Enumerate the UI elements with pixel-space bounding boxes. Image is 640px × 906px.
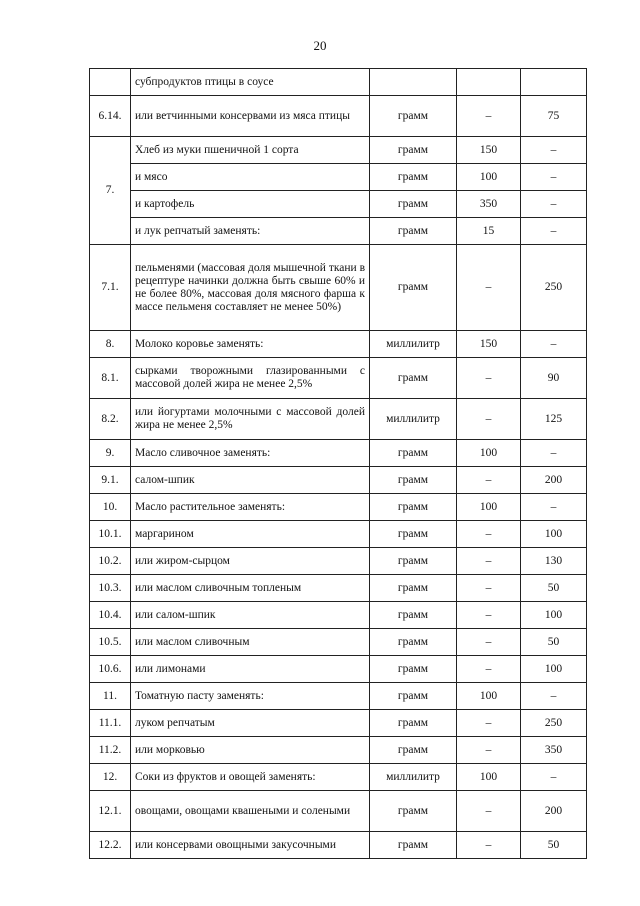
quantity-cell: 150 <box>457 137 521 164</box>
row-number <box>90 69 131 96</box>
product-name: Масло растительное заменять: <box>131 494 370 521</box>
product-name: или жиром-сырцом <box>131 548 370 575</box>
product-name: или консервами овощными закусочными <box>131 832 370 859</box>
table-row <box>90 191 587 218</box>
quantity-cell: – <box>457 399 521 440</box>
row-number: 10.4. <box>90 602 131 629</box>
quantity-cell: – <box>457 710 521 737</box>
replacement-quantity-cell: 100 <box>521 521 587 548</box>
table-row <box>90 575 587 602</box>
table-row <box>90 737 587 764</box>
table-row <box>90 440 587 467</box>
product-name: Масло сливочное заменять: <box>131 440 370 467</box>
replacement-quantity-cell: – <box>521 191 587 218</box>
unit-cell: грамм <box>370 164 457 191</box>
row-number: 9.1. <box>90 467 131 494</box>
quantity-cell: 100 <box>457 440 521 467</box>
row-number: 11.2. <box>90 737 131 764</box>
table-row <box>90 494 587 521</box>
replacement-quantity-cell: 100 <box>521 656 587 683</box>
unit-cell: грамм <box>370 245 457 331</box>
row-number: 10.5. <box>90 629 131 656</box>
product-name: пельменями (массовая доля мышечной ткани в рецептуре начинки должна быть свыше 60% и не более 80%, массовая доля мясного фарша к массе пельменя составляет не менее 50%) <box>131 245 370 331</box>
quantity-cell: 100 <box>457 764 521 791</box>
product-name: или маслом сливочным топленым <box>131 575 370 602</box>
unit-cell: грамм <box>370 358 457 399</box>
table-row <box>90 137 587 164</box>
replacement-quantity-cell: 200 <box>521 467 587 494</box>
product-name: или лимонами <box>131 656 370 683</box>
unit-cell: грамм <box>370 440 457 467</box>
unit-cell <box>370 69 457 96</box>
product-name: овощами, овощами квашеными и солеными <box>131 791 370 832</box>
unit-cell: грамм <box>370 96 457 137</box>
table-row <box>90 331 587 358</box>
row-number: 8.1. <box>90 358 131 399</box>
table-row <box>90 602 587 629</box>
quantity-cell: – <box>457 791 521 832</box>
row-number: 10.2. <box>90 548 131 575</box>
product-name: луком репчатым <box>131 710 370 737</box>
unit-cell: грамм <box>370 137 457 164</box>
replacement-quantity-cell: – <box>521 494 587 521</box>
unit-cell: грамм <box>370 629 457 656</box>
product-name: субпродуктов птицы в соусе <box>131 69 370 96</box>
quantity-cell: 100 <box>457 683 521 710</box>
quantity-cell: 15 <box>457 218 521 245</box>
unit-cell: грамм <box>370 710 457 737</box>
table-row <box>90 791 587 832</box>
product-name: или ветчинными консервами из мяса птицы <box>131 96 370 137</box>
unit-cell: миллилитр <box>370 331 457 358</box>
unit-cell: грамм <box>370 832 457 859</box>
table-row <box>90 358 587 399</box>
quantity-cell: 100 <box>457 494 521 521</box>
product-name: и мясо <box>131 164 370 191</box>
row-number: 12.1. <box>90 791 131 832</box>
table-row <box>90 832 587 859</box>
row-number: 12.2. <box>90 832 131 859</box>
row-number: 6.14. <box>90 96 131 137</box>
unit-cell: грамм <box>370 683 457 710</box>
replacement-quantity-cell: 50 <box>521 832 587 859</box>
quantity-cell: – <box>457 521 521 548</box>
unit-cell: грамм <box>370 602 457 629</box>
row-number: 7. <box>90 137 131 245</box>
unit-cell: грамм <box>370 656 457 683</box>
row-number: 12. <box>90 764 131 791</box>
quantity-cell: – <box>457 629 521 656</box>
table-row <box>90 710 587 737</box>
quantity-cell: – <box>457 467 521 494</box>
table-row <box>90 245 587 331</box>
product-name: салом-шпик <box>131 467 370 494</box>
quantity-cell: – <box>457 737 521 764</box>
row-number: 11.1. <box>90 710 131 737</box>
replacement-quantity-cell: – <box>521 764 587 791</box>
replacement-quantity-cell: – <box>521 683 587 710</box>
table-row <box>90 548 587 575</box>
page-number: 20 <box>313 38 327 53</box>
table-row <box>90 683 587 710</box>
product-name: или маслом сливочным <box>131 629 370 656</box>
table-row <box>90 399 587 440</box>
quantity-cell <box>457 69 521 96</box>
quantity-cell: – <box>457 602 521 629</box>
table-row <box>90 656 587 683</box>
unit-cell: грамм <box>370 548 457 575</box>
quantity-cell: 350 <box>457 191 521 218</box>
replacement-quantity-cell: 130 <box>521 548 587 575</box>
table-row <box>90 764 587 791</box>
row-number: 10.3. <box>90 575 131 602</box>
substitution-table <box>89 68 587 859</box>
quantity-cell: – <box>457 358 521 399</box>
table-row <box>90 629 587 656</box>
replacement-quantity-cell: – <box>521 440 587 467</box>
replacement-quantity-cell: – <box>521 218 587 245</box>
replacement-quantity-cell: 75 <box>521 96 587 137</box>
replacement-quantity-cell: 50 <box>521 629 587 656</box>
replacement-quantity-cell <box>521 69 587 96</box>
replacement-quantity-cell: – <box>521 164 587 191</box>
unit-cell: грамм <box>370 791 457 832</box>
unit-cell: миллилитр <box>370 764 457 791</box>
table-row <box>90 218 587 245</box>
product-name: или йогуртами молочными с массовой долей жира не менее 2,5% <box>131 399 370 440</box>
replacement-quantity-cell: 250 <box>521 245 587 331</box>
row-number: 7.1. <box>90 245 131 331</box>
quantity-cell: – <box>457 575 521 602</box>
row-number: 10.6. <box>90 656 131 683</box>
quantity-cell: – <box>457 656 521 683</box>
replacement-quantity-cell: 250 <box>521 710 587 737</box>
row-number: 10.1. <box>90 521 131 548</box>
product-name: и картофель <box>131 191 370 218</box>
replacement-quantity-cell: 90 <box>521 358 587 399</box>
unit-cell: грамм <box>370 737 457 764</box>
table-row <box>90 164 587 191</box>
product-name: Томатную пасту заменять: <box>131 683 370 710</box>
row-number: 11. <box>90 683 131 710</box>
row-number: 8. <box>90 331 131 358</box>
quantity-cell: 150 <box>457 331 521 358</box>
table-row <box>90 69 587 96</box>
product-name: маргарином <box>131 521 370 548</box>
table-row <box>90 521 587 548</box>
product-name: или салом-шпик <box>131 602 370 629</box>
quantity-cell: – <box>457 96 521 137</box>
product-name: Хлеб из муки пшеничной 1 сорта <box>131 137 370 164</box>
replacement-quantity-cell: 125 <box>521 399 587 440</box>
quantity-cell: 100 <box>457 164 521 191</box>
row-number: 10. <box>90 494 131 521</box>
table-row <box>90 467 587 494</box>
replacement-quantity-cell: – <box>521 137 587 164</box>
unit-cell: грамм <box>370 494 457 521</box>
unit-cell: грамм <box>370 575 457 602</box>
product-name: и лук репчатый заменять: <box>131 218 370 245</box>
unit-cell: грамм <box>370 467 457 494</box>
row-number: 9. <box>90 440 131 467</box>
unit-cell: грамм <box>370 521 457 548</box>
unit-cell: грамм <box>370 191 457 218</box>
product-name: или морковью <box>131 737 370 764</box>
product-name: Молоко коровье заменять: <box>131 331 370 358</box>
replacement-quantity-cell: – <box>521 331 587 358</box>
product-name: сырками творожными глазированными с массовой долей жира не менее 2,5% <box>131 358 370 399</box>
replacement-quantity-cell: 100 <box>521 602 587 629</box>
row-number: 8.2. <box>90 399 131 440</box>
unit-cell: миллилитр <box>370 399 457 440</box>
replacement-quantity-cell: 350 <box>521 737 587 764</box>
quantity-cell: – <box>457 548 521 575</box>
product-name: Соки из фруктов и овощей заменять: <box>131 764 370 791</box>
unit-cell: грамм <box>370 218 457 245</box>
quantity-cell: – <box>457 832 521 859</box>
replacement-quantity-cell: 200 <box>521 791 587 832</box>
table-row <box>90 96 587 137</box>
replacement-quantity-cell: 50 <box>521 575 587 602</box>
quantity-cell: – <box>457 245 521 331</box>
